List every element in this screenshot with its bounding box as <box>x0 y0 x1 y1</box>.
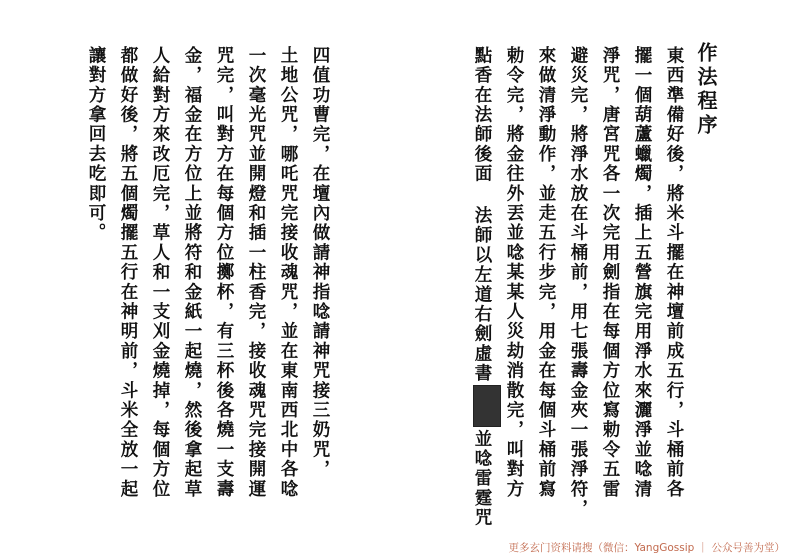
watermark-footer: 更多玄门资料请搜（微信：YangGossip ｜ 公众号善为堂） <box>508 542 785 554</box>
text-column: 淨咒，唐宮咒各一次完用劍指在每個方位寫勅令五雷 <box>600 46 620 500</box>
section-title: 作法程序 <box>694 42 718 138</box>
text-column-part: 點香在法師後面 法師以左道右劍虛書 <box>472 46 492 384</box>
text-column-part: 並唸雷霆咒 <box>472 429 492 528</box>
text-column: 讓對方拿回去吃即可。 <box>86 46 106 243</box>
text-column: 咒完，叫對方在每個方位擲杯，有三杯後各燒一支壽 <box>214 46 234 500</box>
text-column: 金，福金在方位上並將符和金紙一起燒，然後拿起草 <box>182 46 202 500</box>
text-column-with-seal <box>468 46 501 528</box>
text-column: 東西準備好後，將米斗擺在神壇前成五行，斗桶前各 <box>664 46 684 500</box>
text-column: 擺一個葫蘆蠟燭，插上五營旗完用淨水來灑淨並唸清 <box>632 46 652 500</box>
talisman-seal-image <box>473 385 501 427</box>
text-column: 四值功曹完，在壇內做請神指唸請神咒接三奶咒， <box>310 46 330 480</box>
text-column: 勅令完，將金往外丟並唸某某人災劫消散完，叫對方 <box>504 46 524 500</box>
text-column: 都做好後，將五個燭擺五行在神明前，斗米全放一起 <box>118 46 138 500</box>
text-column: 土地公咒，哪吒咒完接收魂咒，並在東南西北中各唸 <box>278 46 298 500</box>
text-column: 一次毫光咒並開燈和插一柱香完，接收魂咒完接開運 <box>246 46 266 500</box>
text-column: 避災完，將淨水放在斗桶前，用七張壽金夾一張淨符， <box>568 46 588 519</box>
text-column: 來做清淨動作，並走五行步完，用金在每個斗桶前寫 <box>536 46 556 500</box>
text-column: 人給對方來改厄完，草人和一支刈金燒掉，每個方位 <box>150 46 170 500</box>
